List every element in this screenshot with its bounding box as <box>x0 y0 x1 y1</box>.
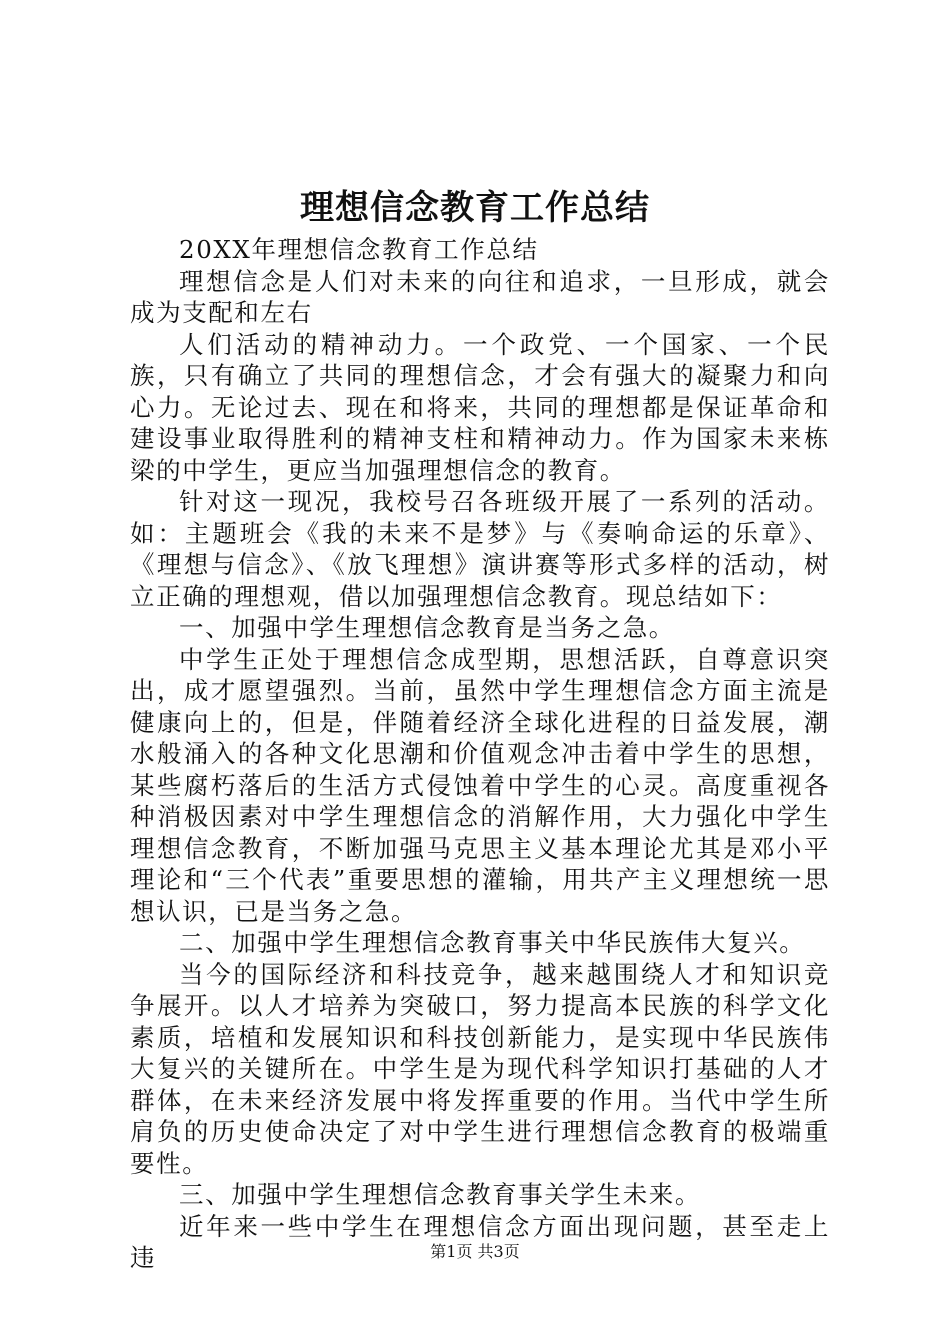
page-number-footer: 第1页 共3页 <box>430 1242 520 1261</box>
paragraph-spirit: 人们活动的精神动力。一个政党、一个国家、一个民族，只有确立了共同的理想信念，才会有强大的凝聚力和向心力。无论过去、现在和将来，共同的理想都是保证革命和建设事业取得胜利的精神支柱和精神动力。作为国家未来栋梁的中学生，更应当加强理想信念的教育。 <box>130 329 830 485</box>
paragraph-activities: 针对这一现况，我校号召各班级开展了一系列的活动。如：主题班会《我的未来不是梦》与《奏响命运的乐章》、《理想与信念》、《放飞理想》演讲赛等形式多样的活动，树立正确的理想观，借以加强理想信念教育。现总结如下： <box>130 487 830 611</box>
section-heading-1: 一、加强中学生理想信念教育是当务之急。 <box>179 613 675 642</box>
paragraph-section-3: 近年来一些中学生在理想信念方面出现问题，甚至走上违 <box>130 1211 830 1272</box>
paragraph-intro: 理想信念是人们对未来的向往和追求，一旦形成，就会成为支配和左右 <box>130 266 830 327</box>
paragraph-section-2: 当今的国际经济和科技竞争，越来越围绕人才和知识竞争展开。以人才培养为突破口，努力提高本民族的科学文化素质，培植和发展知识和科技创新能力，是实现中华民族伟大复兴的关键所在。中学生是为现代科学知识打基础的人才群体，在未来经济发展中将发挥重要的作用。当代中学生所肩负的历史使命决定了对中学生进行理想信念教育的极端重要性。 <box>130 959 830 1178</box>
paragraph-heading-year: 20XX年理想信念教育工作总结 <box>179 235 539 264</box>
section-heading-3: 三、加强中学生理想信念教育事关学生未来。 <box>179 1180 701 1209</box>
document-title: 理想信念教育工作总结 <box>300 188 650 228</box>
document-body <box>130 234 830 1274</box>
section-heading-2: 二、加强中学生理想信念教育事关中华民族伟大复兴。 <box>179 928 806 957</box>
paragraph-section-1: 中学生正处于理想信念成型期，思想活跃，自尊意识突出，成才愿望强烈。当前，虽然中学生理想信念方面主流是健康向上的，但是，伴随着经济全球化进程的日益发展，潮水般涌入的各种文化思潮和价值观念冲击着中学生的思想，某些腐朽落后的生活方式侵蚀着中学生的心灵。高度重视各种消极因素对中学生理想信念的消解作用，大力强化中学生理想信念教育，不断加强马克思主义基本理论尤其是邓小平理论和“三个代表”重要思想的灌输，用共产主义理想统一思想认识，已是当务之急。 <box>130 644 830 926</box>
